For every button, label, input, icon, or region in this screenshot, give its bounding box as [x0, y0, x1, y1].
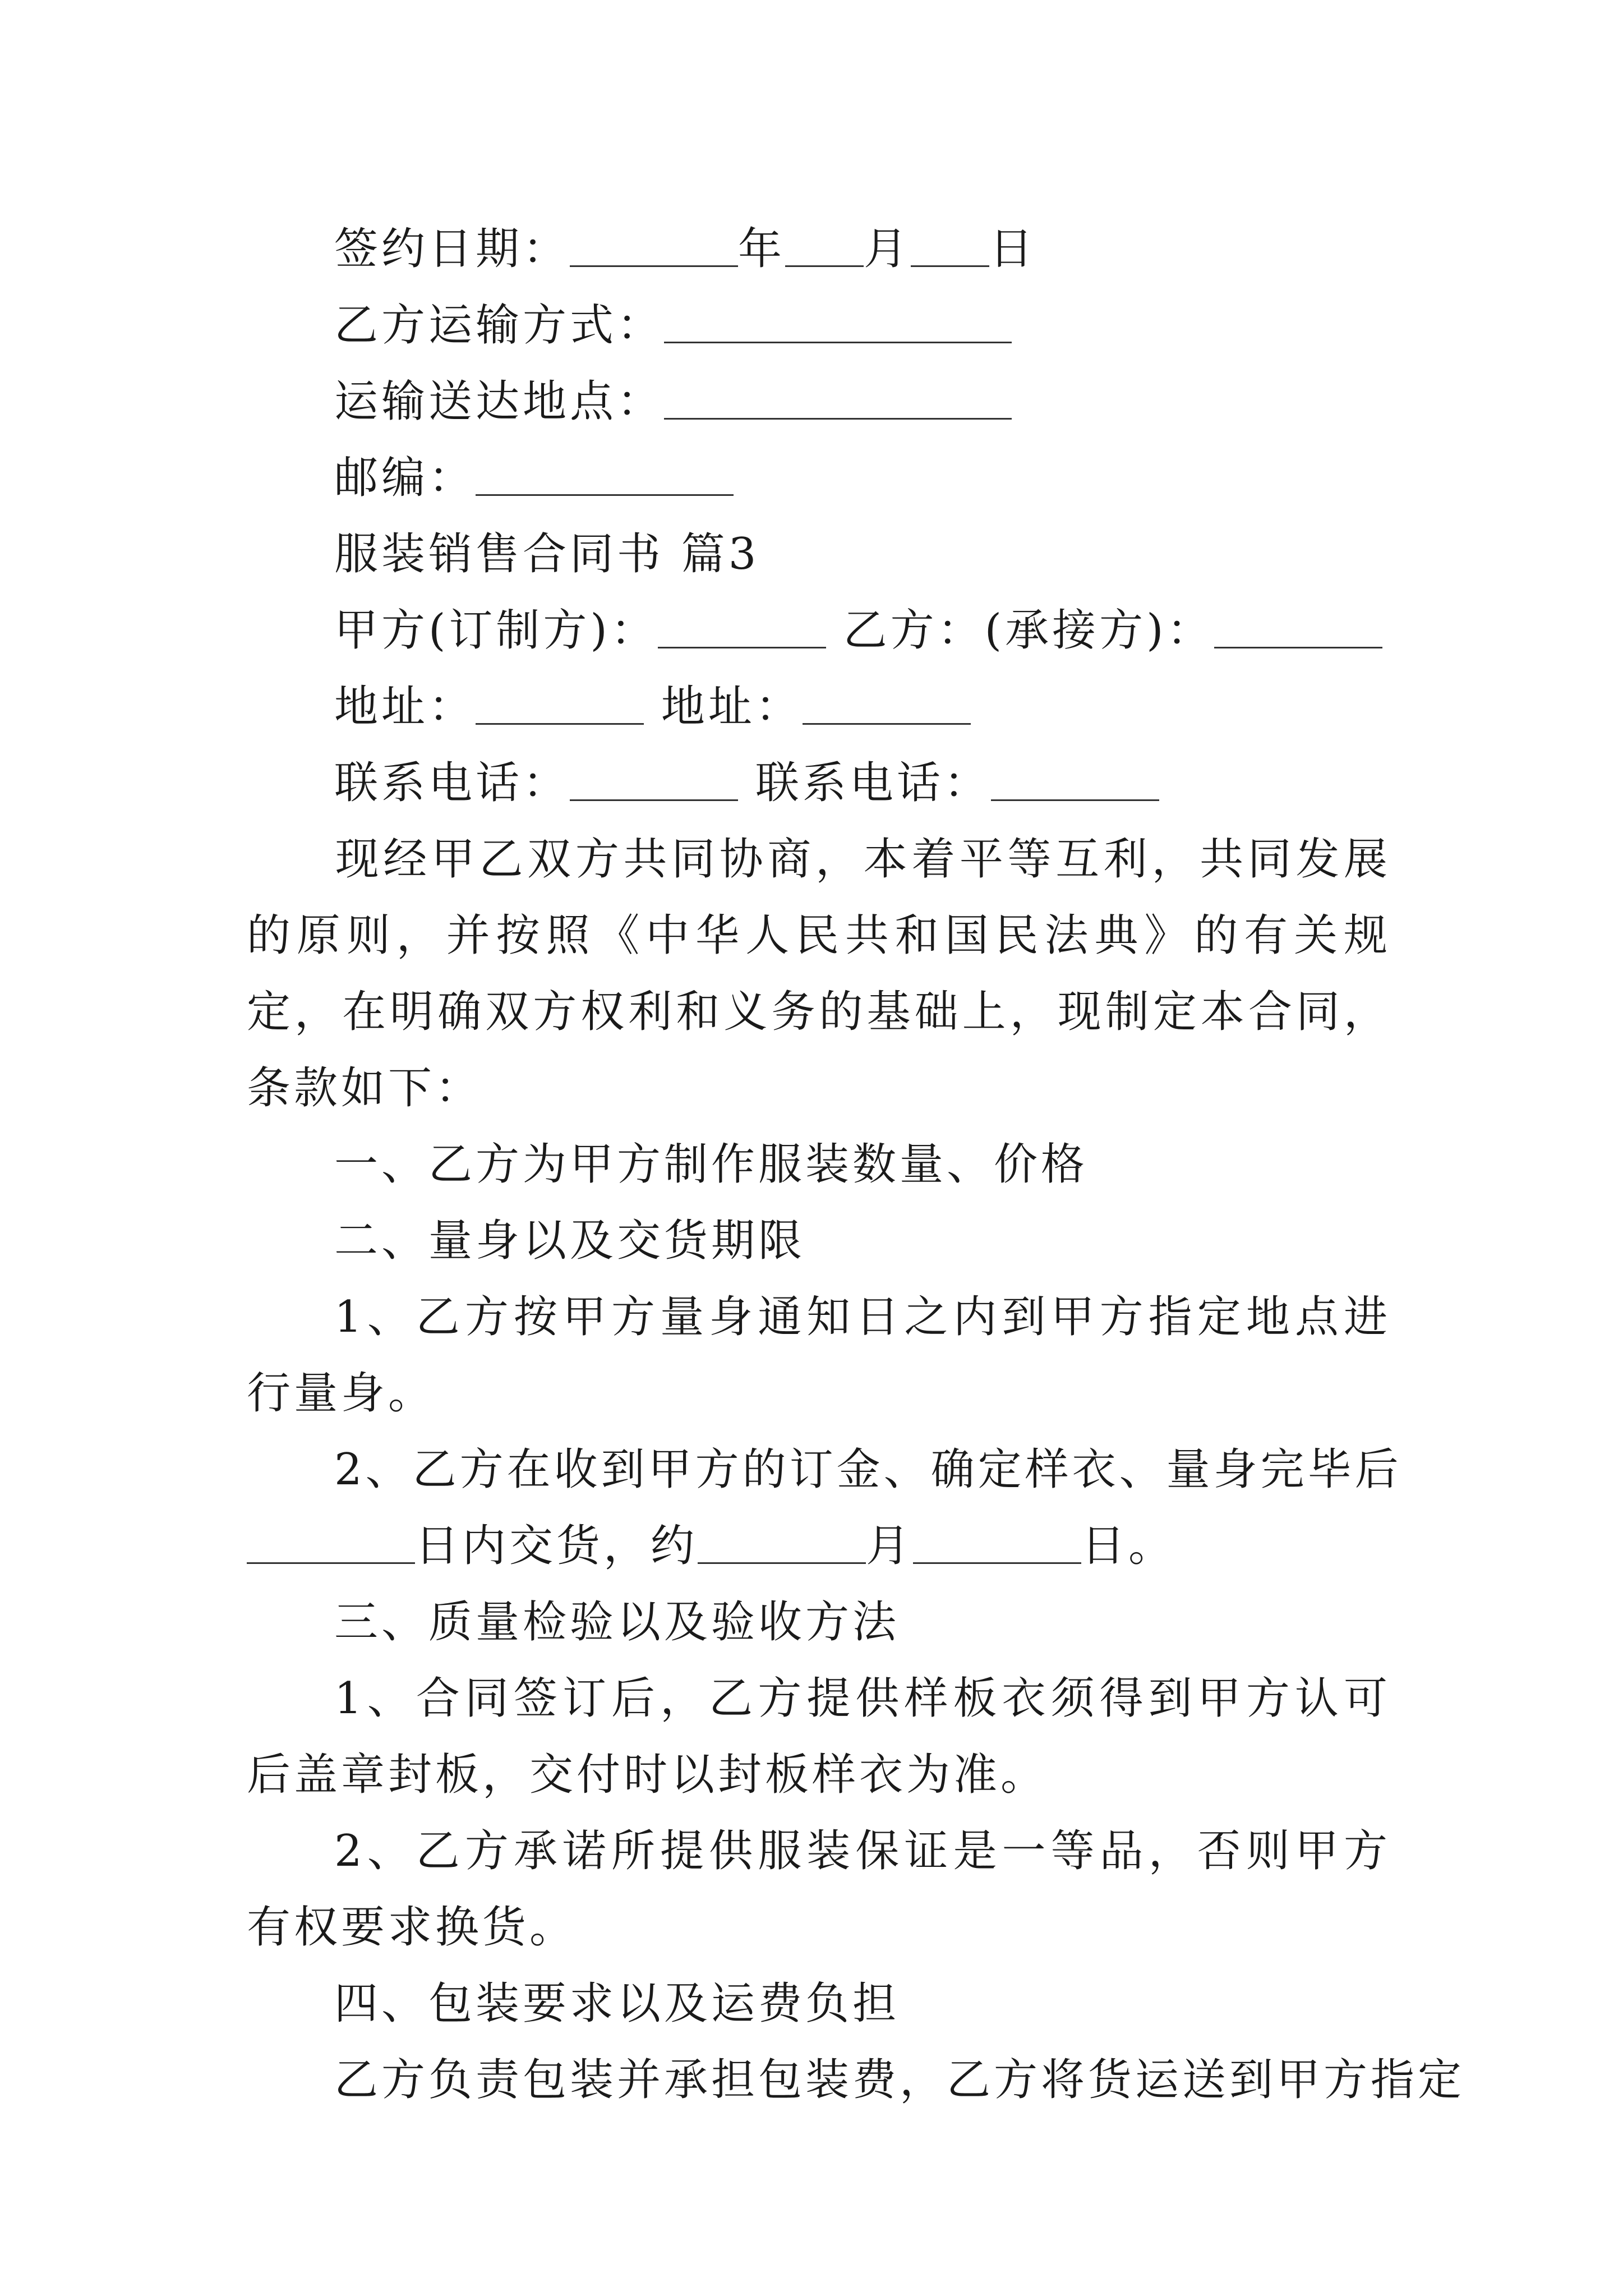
phone-line — [247, 745, 1391, 821]
intro-text: 现经甲乙双方共同协商，本着平等互利，共同发展的原则，并按照《中华人民共和国民法典》的有关规定，在明确双方权利和义务的基础上，现制定本合同，条款如下： — [247, 834, 1391, 1114]
delivery-day-blank — [913, 1523, 1081, 1564]
section-title: 服装销售合同书 篇3 — [334, 529, 760, 579]
day-blank — [911, 226, 989, 267]
parties-line — [247, 592, 1391, 669]
clause-2-2-text-b: 日内交货，约 — [415, 1521, 698, 1571]
transport-destination-blank — [664, 379, 1012, 420]
heading-1: 一、乙方为甲方制作服装数量、价格 — [334, 1139, 1089, 1190]
address-line — [247, 669, 1391, 745]
delivery-month-blank — [698, 1523, 866, 1564]
clause-2-2-text-d: 日。 — [1081, 1521, 1176, 1571]
party-b-blank — [1214, 608, 1382, 648]
party-b-label: 乙方：(承接方)： — [843, 605, 1214, 656]
month-label: 月 — [864, 224, 911, 274]
postcode-label: 邮编： — [334, 453, 476, 503]
transport-method-blank — [664, 302, 1012, 343]
year-label: 年 — [738, 224, 786, 274]
party-a-blank — [658, 608, 826, 648]
heading-3: 三、质量检验以及验收方法 — [334, 1597, 900, 1648]
party-a-label: 甲方(订制方)： — [334, 605, 658, 656]
transport-destination-line — [247, 364, 1391, 440]
address-b-label: 地址： — [661, 682, 803, 732]
clause-2-2-line-1 — [247, 1432, 1402, 1508]
clause-2-2-text-a: 2、乙方在收到甲方的订金、确定样衣、量身完毕后 — [334, 1444, 1402, 1495]
clause-4-1: 乙方负责包装并承担包装费，乙方将货运送到甲方指定 — [334, 2055, 1465, 2105]
clause-3-1 — [247, 1660, 1391, 1813]
clause-2-2-text-c: 月 — [866, 1521, 914, 1571]
postcode-line — [247, 440, 1391, 516]
intro-paragraph — [247, 821, 1391, 1126]
heading-4: 四、包装要求以及运费负担 — [334, 1978, 900, 2029]
sign-date-label: 签约日期： — [334, 224, 570, 274]
clause-3-1-text: 1、合同签订后，乙方提供样板衣须得到甲方认可后盖章封板，交付时以封板样衣为准。 — [247, 1673, 1391, 1800]
phone-a-label: 联系电话： — [334, 758, 570, 808]
month-blank — [785, 226, 864, 267]
contract-body — [247, 211, 1465, 2118]
clause-2-1-text: 1、乙方按甲方量身通知日之内到甲方指定地点进行量身。 — [247, 1292, 1391, 1419]
address-a-label: 地址： — [334, 682, 476, 732]
address-a-blank — [476, 684, 644, 725]
sign-date-line — [247, 211, 1391, 287]
phone-b-blank — [991, 760, 1159, 801]
phone-b-label: 联系电话： — [755, 758, 991, 808]
clause-3-2-text: 2、乙方承诺所提供服装保证是一等品，否则甲方有权要求换货。 — [247, 1826, 1391, 1953]
day-label: 日 — [989, 224, 1037, 274]
transport-method-label: 乙方运输方式： — [334, 300, 665, 351]
postcode-blank — [476, 455, 734, 496]
address-b-blank — [803, 684, 971, 725]
clause-3-2 — [247, 1813, 1391, 1966]
clause-2-2-line-2 — [247, 1508, 1391, 1584]
delivery-days-blank — [247, 1523, 415, 1564]
heading-2: 二、量身以及交货期限 — [334, 1216, 806, 1266]
transport-destination-label: 运输送达地点： — [334, 376, 665, 427]
transport-method-line — [247, 287, 1391, 364]
phone-a-blank — [570, 760, 738, 801]
year-blank — [570, 226, 738, 267]
clause-2-1 — [247, 1279, 1391, 1432]
